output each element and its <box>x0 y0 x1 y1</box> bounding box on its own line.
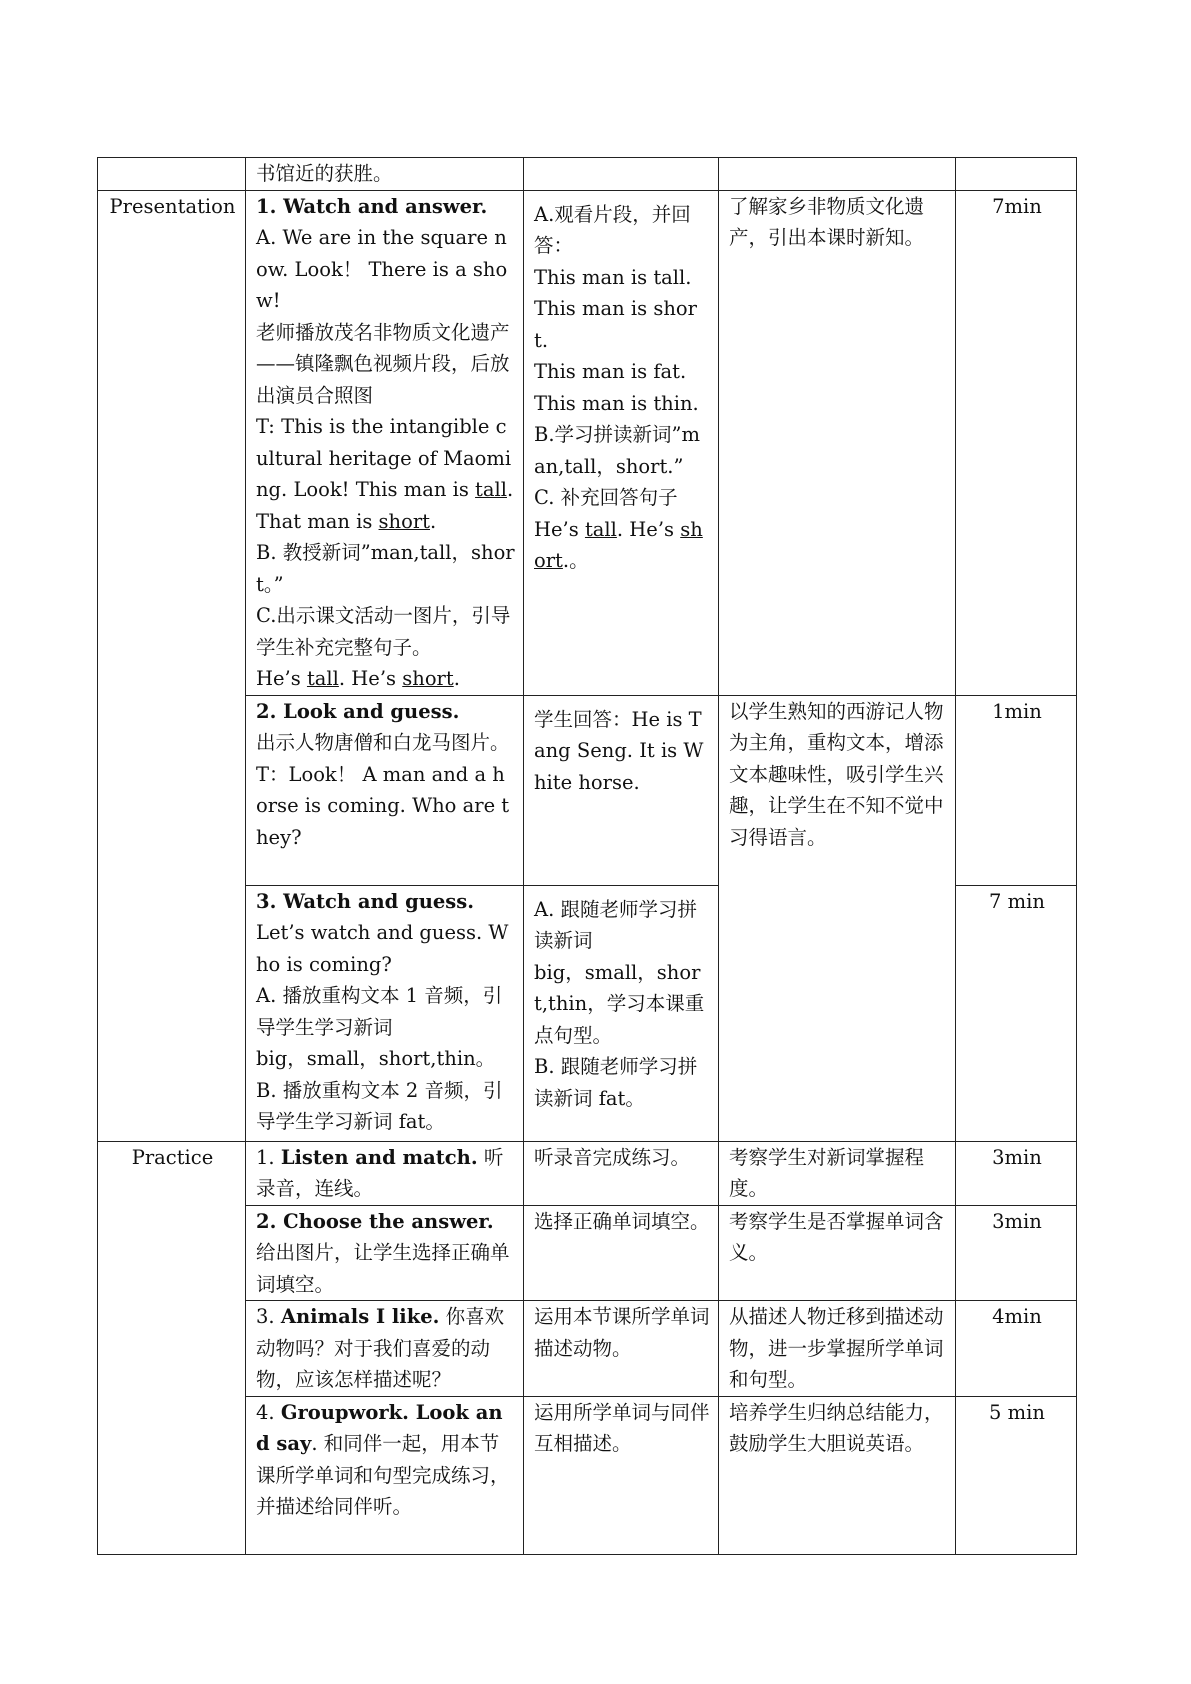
student-text: 运用本节课所学单词描述动物。 <box>534 1305 710 1360</box>
time-cell <box>956 1141 1077 1205</box>
purpose-text: 考察学生是否掌握单词含义。 <box>729 1209 944 1264</box>
time-value: 1min <box>992 699 1042 723</box>
time-value: 7min <box>992 194 1042 218</box>
purpose-cell <box>719 190 956 695</box>
purpose-cell <box>719 1301 956 1397</box>
activity-text: 出示人物唐僧和白龙马图片。 <box>256 731 510 754</box>
activity-text: 老师播放茂名非物质文化遗产——镇隆飘色视频片段，后放出演员合照图 <box>256 320 510 407</box>
time-cell <box>956 1396 1077 1554</box>
continuation-text: 书馆近的获胜。 <box>256 162 393 185</box>
underlined-word: short <box>378 509 431 533</box>
time-value: 3min <box>992 1145 1042 1169</box>
lesson-plan-table <box>97 157 1077 1555</box>
activity-cell <box>246 695 524 885</box>
time-value: 7 min <box>989 889 1045 913</box>
student-cell <box>524 1205 719 1301</box>
activity-cell <box>246 158 524 191</box>
time-cell <box>956 1205 1077 1301</box>
student-text: This man is short. <box>534 297 697 352</box>
student-cell <box>524 1396 719 1554</box>
time-cell <box>956 190 1077 695</box>
activity-title: Groupwork. Look and say <box>256 1400 503 1455</box>
time-value: 5 min <box>989 1400 1045 1424</box>
activity-text: Let’s watch and guess. Who is coming? <box>256 921 509 976</box>
student-text: A.观看片段，并回答： <box>534 202 691 257</box>
student-cell <box>524 885 719 1141</box>
stage-cell <box>98 158 246 191</box>
stage-label: Presentation <box>109 194 236 218</box>
activity-text: 1. Listen and match. 听录音，连线。 <box>256 1145 504 1200</box>
activity-cell <box>246 1205 524 1301</box>
student-text: B.学习拼读新词”man,tall，short.” <box>534 423 700 478</box>
student-cell <box>524 190 719 695</box>
purpose-cell <box>719 1396 956 1554</box>
purpose-cell <box>719 158 956 191</box>
purpose-text: 了解家乡非物质文化遗产，引出本课时新知。 <box>729 194 925 249</box>
purpose-text: 以学生熟知的西游记人物为主角，重构文本，增添文本趣味性，吸引学生兴趣，让学生在不知不觉中习得语言。 <box>729 699 944 849</box>
purpose-cell <box>719 1205 956 1301</box>
student-text: 听录音完成练习。 <box>534 1145 691 1169</box>
activity-title: 3. Watch and guess. <box>256 889 475 913</box>
student-text: A. 跟随老师学习拼读新词 <box>534 897 697 952</box>
student-text: 运用所学单词与同伴互相描述。 <box>534 1400 710 1455</box>
stage-presentation <box>98 190 246 1141</box>
activity-text: 4. Groupwork. Look and say. 和同伴一起，用本节课所学单词和句型完成练习，并描述给同伴听。 <box>256 1400 510 1518</box>
time-cell <box>956 695 1077 885</box>
student-text: This man is thin. <box>534 391 699 415</box>
activity-cell <box>246 885 524 1141</box>
activity-text: A. 播放重构文本 1 音频，引导学生学习新词 <box>256 984 503 1039</box>
activity-text: big，small，short,thin。 <box>256 1047 496 1070</box>
underlined-word: tall <box>306 667 339 690</box>
student-text: 选择正确单词填空。 <box>534 1209 710 1233</box>
activity-title: 1. Watch and answer. <box>256 194 488 218</box>
student-cell <box>524 695 719 885</box>
purpose-text: 从描述人物迁移到描述动物，进一步掌握所学单词和句型。 <box>729 1305 944 1391</box>
time-value: 4min <box>992 1305 1042 1328</box>
activity-text: He’s tall. He’s short. <box>256 667 460 690</box>
activity-text: T: This is the intangible cultural heritage of Maoming. Look! This man is tall. That man is short. <box>256 415 514 533</box>
purpose-text: 培养学生归纳总结能力，鼓励学生大胆说英语。 <box>729 1400 944 1455</box>
table-row <box>98 158 1077 191</box>
purpose-cell <box>719 695 956 1141</box>
purpose-cell <box>719 1141 956 1205</box>
underlined-word: tall <box>475 478 507 501</box>
activity-title: 2. Choose the answer. <box>256 1209 494 1233</box>
activity-text: A. We are in the square now. Look！ There is a show! <box>256 226 508 312</box>
activity-cell <box>246 190 524 695</box>
student-text: 学生回答：He is Tang Seng. It is White horse. <box>534 707 704 794</box>
time-value: 3min <box>992 1209 1042 1233</box>
student-text: B. 跟随老师学习拼读新词 fat。 <box>534 1055 698 1110</box>
student-cell <box>524 1301 719 1397</box>
activity-title: Listen and match. <box>280 1145 478 1169</box>
activity-title: 2. Look and guess. <box>256 699 460 723</box>
activity-text: T：Look！ A man and a horse is coming. Who are they? <box>256 762 510 849</box>
table-row <box>98 1141 1077 1205</box>
underlined-word: tall <box>584 517 617 541</box>
student-text: This man is tall. <box>534 265 692 289</box>
student-cell <box>524 158 719 191</box>
student-cell <box>524 1141 719 1205</box>
activity-cell <box>246 1141 524 1205</box>
time-cell <box>956 885 1077 1141</box>
activity-text: 给出图片，让学生选择正确单词填空。 <box>256 1241 510 1296</box>
student-text: C. 补充回答句子 <box>534 486 678 509</box>
time-cell <box>956 158 1077 191</box>
activity-text: B. 教授新词”man,tall，short。” <box>256 541 515 596</box>
activity-cell <box>246 1396 524 1554</box>
activity-text: 3. Animals I like. 你喜欢动物吗？对于我们喜爱的动物，应该怎样描述呢？ <box>256 1305 505 1391</box>
activity-text: C.出示课文活动一图片，引导学生补充完整句子。 <box>256 604 511 659</box>
student-text: big，small，short,thin，学习本课重点句型。 <box>534 960 705 1047</box>
underlined-word: short <box>402 667 454 690</box>
time-cell <box>956 1301 1077 1397</box>
purpose-text: 考察学生对新词掌握程度。 <box>729 1145 925 1200</box>
activity-title: Animals I like. <box>280 1305 440 1328</box>
activity-text: B. 播放重构文本 2 音频，引导学生学习新词 fat。 <box>256 1078 503 1133</box>
stage-label: Practice <box>131 1145 214 1169</box>
student-text: This man is fat. <box>534 360 687 383</box>
stage-practice <box>98 1141 246 1554</box>
activity-cell <box>246 1301 524 1397</box>
student-text: He’s tall. He’s short.。 <box>534 517 703 572</box>
table-row <box>98 190 1077 695</box>
underlined-word: short <box>534 517 703 572</box>
